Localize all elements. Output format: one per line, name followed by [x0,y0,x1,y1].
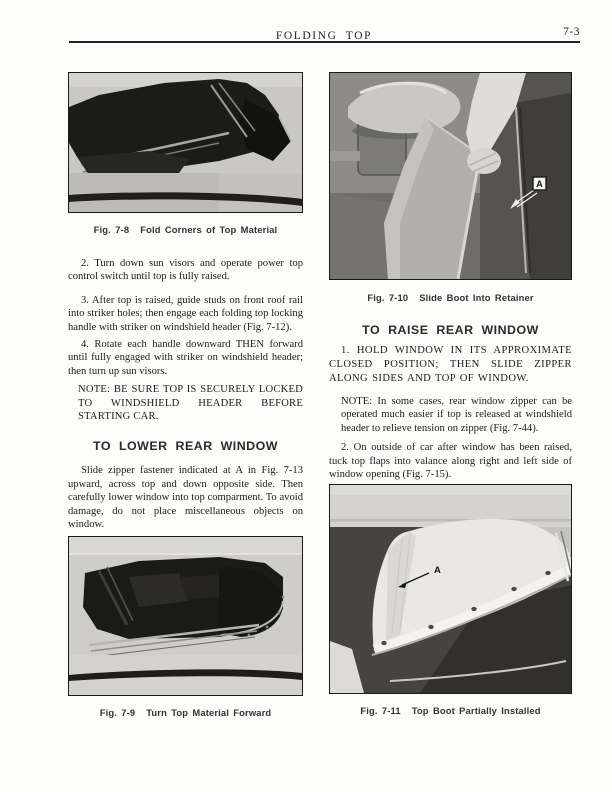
figure-7-9-label: Fig. 7-9 [99,706,136,718]
step-2-right-paragraph: 2. On outside of car after window has been raised, tuck top flaps into valance along right and left side of window opening (Fig. 7-15). [329,442,572,481]
right-column [329,72,572,717]
figure-7-8-label: Fig. 7-8 [93,224,130,235]
figure-7-9 [68,536,303,696]
figure-7-11 [329,484,572,694]
figure-7-8-title: Fold Corners of Top Material [140,224,278,235]
running-head: FOLDING TOP [275,30,373,42]
page-number: 7-3 [563,26,580,38]
note-zipper-tension: NOTE: In some cases, rear window zipper can be operated much easier if top is released at windshield header to relieve tension on zipper (Fig. 7-44). [341,396,572,434]
heading-to-raise-rear-window: TO RAISE REAR WINDOW [362,323,539,337]
figure-7-11-title: Top Boot Partially Installed [411,705,541,717]
step-2-paragraph: 2. Turn down sun visors and operate power top control switch until top is fully raised. [68,258,303,283]
step-1-paragraph: 1. HOLD WINDOW IN ITS APPROXIMATE CLOSED POSITION; THEN SLIDE ZIPPER ALONG SIDES AND TOP OF WINDOW. [329,345,572,384]
header-rule [69,41,580,43]
figure-7-10-label: Fig. 7-10 [367,292,409,303]
figure-7-11-caption [329,705,572,717]
fig-7-11-photo [330,485,571,693]
fig-7-10-photo [330,73,571,279]
figure-7-11-label: Fig. 7-11 [360,705,401,717]
note-lock-warning: NOTE: BE SURE TOP IS SECURELY LOCKED TO WINDSHIELD HEADER BEFORE STARTING CAR. [78,384,303,423]
fig-7-11-callout-a: A [434,565,441,577]
heading-to-lower-rear-window: TO LOWER REAR WINDOW [93,439,278,454]
fig-7-9-photo [69,537,302,695]
lower-window-paragraph: Slide zipper fastener indicated at A in Fig. 7-13 upward, across top and down opposite side. Then carefully lower window into top comparment. To avoid damage, do not place miscellaneous objects on window. [68,465,303,531]
step-4-paragraph: 4. Rotate each handle downward THEN forward until fully engaged with striker on windshield header; then turn up sun visors. [68,339,303,377]
fig-7-8-photo [69,73,302,212]
fig-7-10-callout-a: A [536,179,543,189]
figure-7-9-title: Turn Top Material Forward [146,706,272,718]
figure-7-10-caption [329,292,572,304]
figure-7-10 [329,72,572,280]
figure-7-9-caption [68,707,303,719]
step-3-paragraph: 3. After top is raised, guide studs on front roof rail into striker holes; then engage each folding top locking handle with striker on windshield header (Fig. 7-12). [68,294,303,333]
left-column [68,72,303,719]
figure-7-8 [68,72,303,213]
figure-7-10-title: Slide Boot Into Retainer [419,292,534,303]
figure-7-8-caption [68,224,303,236]
